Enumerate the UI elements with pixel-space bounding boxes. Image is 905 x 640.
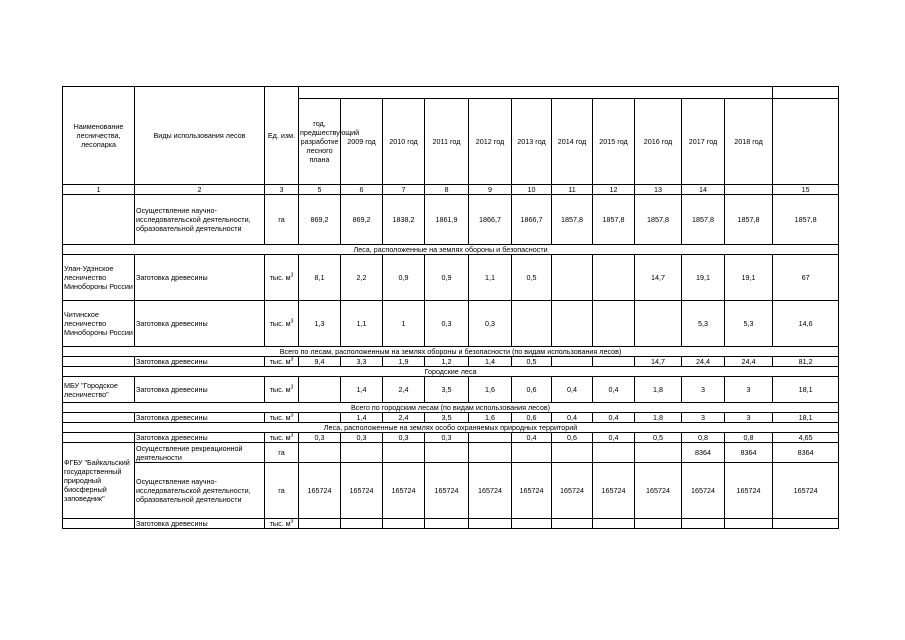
value-cell: 1,4 — [469, 357, 512, 367]
header-blank-cell — [773, 87, 839, 99]
value-cell — [341, 443, 383, 463]
value-cell: 0,6 — [512, 377, 552, 403]
value-cell: 1838,2 — [383, 195, 425, 245]
value-cell — [341, 519, 383, 529]
value-cell: 1,6 — [469, 413, 512, 423]
section-defense: Леса, расположенные на землях обороны и безопасности — [63, 245, 839, 255]
unit: тыс. $м^3$ — [265, 301, 299, 347]
value-cell — [635, 519, 682, 529]
col-number: 7 — [383, 185, 425, 195]
value-cell — [552, 519, 593, 529]
value-cell: 3,3 — [341, 357, 383, 367]
value-cell — [469, 443, 512, 463]
value-cell: 165724 — [512, 463, 552, 519]
value-cell: 0,4 — [552, 377, 593, 403]
value-cell: 4,65 — [773, 433, 839, 443]
value-cell: 0,4 — [552, 413, 593, 423]
value-cell: 165724 — [635, 463, 682, 519]
value-cell: 0,5 — [512, 255, 552, 301]
value-cell: 8364 — [773, 443, 839, 463]
value-cell: 19,1 — [725, 255, 773, 301]
header-year: 2009 год — [341, 99, 383, 185]
unit: тыс. $м^3$ — [265, 377, 299, 403]
value-cell: 165724 — [552, 463, 593, 519]
table-row — [63, 413, 839, 423]
unit: га — [265, 463, 299, 519]
value-cell: 1866,7 — [469, 195, 512, 245]
value-cell: 1,6 — [469, 377, 512, 403]
value-cell: 2,4 — [383, 377, 425, 403]
table-row — [63, 519, 839, 529]
value-cell: 14,7 — [635, 357, 682, 367]
forest-use-table — [62, 86, 838, 529]
value-cell — [512, 443, 552, 463]
value-cell — [512, 301, 552, 347]
table-row — [63, 255, 839, 301]
value-cell: 2,2 — [341, 255, 383, 301]
column-number-row — [63, 185, 839, 195]
value-cell: 1,1 — [341, 301, 383, 347]
value-cell: 165724 — [725, 463, 773, 519]
value-cell: 3 — [682, 377, 725, 403]
use-kind: Заготовка древесины — [135, 433, 265, 443]
section-city: Городские леса — [63, 367, 839, 377]
use-kind: Осуществление научно-исследовательской деятельности, образовательной деятельности — [135, 195, 265, 245]
value-cell: 1,2 — [425, 357, 469, 367]
use-kind: Осуществление научно-исследовательской деятельности, образовательной деятельности — [135, 463, 265, 519]
value-cell: 1857,8 — [773, 195, 839, 245]
value-cell: 1861,9 — [425, 195, 469, 245]
value-cell: 9,4 — [299, 357, 341, 367]
forestry-name — [63, 413, 135, 423]
value-cell — [469, 519, 512, 529]
value-cell: 1 — [383, 301, 425, 347]
header-year: 2011 год — [425, 99, 469, 185]
col-number: 10 — [512, 185, 552, 195]
value-cell: 18,1 — [773, 413, 839, 423]
value-cell: 3,5 — [425, 413, 469, 423]
value-cell: 1857,8 — [725, 195, 773, 245]
col-number — [725, 185, 773, 195]
value-cell: 0,9 — [425, 255, 469, 301]
value-cell: 14,7 — [635, 255, 682, 301]
col-number: 5 — [299, 185, 341, 195]
value-cell: 165724 — [341, 463, 383, 519]
table-row — [63, 377, 839, 403]
col-number: 13 — [635, 185, 682, 195]
value-cell: 0,4 — [512, 433, 552, 443]
value-cell: 1857,8 — [593, 195, 635, 245]
value-cell: 1,8 — [635, 377, 682, 403]
value-cell: 0,4 — [593, 377, 635, 403]
value-cell: 8,1 — [299, 255, 341, 301]
value-cell — [425, 519, 469, 529]
value-cell: 0,8 — [682, 433, 725, 443]
value-cell: 1866,7 — [512, 195, 552, 245]
value-cell: 0,3 — [425, 301, 469, 347]
use-kind: Заготовка древесины — [135, 413, 265, 423]
header-blank-span — [299, 87, 773, 99]
value-cell: 1,1 — [469, 255, 512, 301]
unit: тыс. $м^3$ — [265, 413, 299, 423]
use-kind: Заготовка древесины — [135, 377, 265, 403]
value-cell — [552, 357, 593, 367]
value-cell: 24,4 — [725, 357, 773, 367]
value-cell: 1,4 — [341, 377, 383, 403]
value-cell — [552, 255, 593, 301]
value-cell: 0,6 — [512, 413, 552, 423]
value-cell: 0,9 — [383, 255, 425, 301]
header-name: Наименование лесничества, лесопарка — [63, 87, 135, 185]
value-cell: 869,2 — [341, 195, 383, 245]
header-year: 2012 год — [469, 99, 512, 185]
value-cell: 2,4 — [383, 413, 425, 423]
col-number: 14 — [682, 185, 725, 195]
table-row — [63, 433, 839, 443]
value-cell: 8364 — [725, 443, 773, 463]
value-cell — [299, 377, 341, 403]
col-number: 6 — [341, 185, 383, 195]
value-cell: 18,1 — [773, 377, 839, 403]
use-kind: Осуществление рекреационной деятельности — [135, 443, 265, 463]
value-cell: 0,8 — [725, 433, 773, 443]
use-kind: Заготовка древесины — [135, 301, 265, 347]
header-top-row — [63, 87, 839, 99]
value-cell: 3 — [725, 377, 773, 403]
value-cell: 3,5 — [425, 377, 469, 403]
value-cell — [773, 519, 839, 529]
forestry-name — [63, 195, 135, 245]
col-number: 2 — [135, 185, 265, 195]
value-cell: 8364 — [682, 443, 725, 463]
section-heading-row — [63, 403, 839, 413]
col-number: 15 — [773, 185, 839, 195]
header-prev-year: год, предшествующий разработке лесного плана — [299, 99, 341, 185]
use-kind: Заготовка древесины — [135, 357, 265, 367]
col-number: 11 — [552, 185, 593, 195]
header-year: 2010 год — [383, 99, 425, 185]
value-cell: 3 — [725, 413, 773, 423]
value-cell — [469, 433, 512, 443]
value-cell — [299, 443, 341, 463]
value-cell — [593, 357, 635, 367]
value-cell — [593, 519, 635, 529]
col-number: 9 — [469, 185, 512, 195]
forestry-name — [63, 519, 135, 529]
value-cell — [593, 255, 635, 301]
value-cell — [552, 443, 593, 463]
value-cell — [593, 443, 635, 463]
value-cell — [682, 519, 725, 529]
col-number: 1 — [63, 185, 135, 195]
use-kind: Заготовка древесины — [135, 255, 265, 301]
header-year: 2014 год — [552, 99, 593, 185]
value-cell: 0,3 — [341, 433, 383, 443]
value-cell — [635, 301, 682, 347]
value-cell: 0,3 — [469, 301, 512, 347]
value-cell — [512, 519, 552, 529]
value-cell: 1,3 — [299, 301, 341, 347]
value-cell: 165724 — [299, 463, 341, 519]
value-cell — [725, 519, 773, 529]
value-cell — [552, 301, 593, 347]
section-heading-row — [63, 245, 839, 255]
value-cell: 0,5 — [512, 357, 552, 367]
value-cell — [593, 301, 635, 347]
section-heading-row — [63, 347, 839, 357]
value-cell: 67 — [773, 255, 839, 301]
value-cell — [299, 413, 341, 423]
section-defense-total: Всего по лесам, расположенным на землях обороны и безопасности (по видам использования лесов) — [63, 347, 839, 357]
value-cell — [425, 443, 469, 463]
unit: тыс. $м^3$ — [265, 519, 299, 529]
col-number: 12 — [593, 185, 635, 195]
header-year: 2015 год — [593, 99, 635, 185]
header-unit: Ед. изм. — [265, 87, 299, 185]
value-cell: 1857,8 — [682, 195, 725, 245]
value-cell: 5,3 — [682, 301, 725, 347]
value-cell: 0,4 — [593, 413, 635, 423]
value-cell: 165724 — [593, 463, 635, 519]
value-cell: 5,3 — [725, 301, 773, 347]
value-cell: 1,9 — [383, 357, 425, 367]
header-year: 2016 год — [635, 99, 682, 185]
header-year: 2018 год — [725, 99, 773, 185]
value-cell — [383, 443, 425, 463]
col-number: 3 — [265, 185, 299, 195]
value-cell: 165724 — [425, 463, 469, 519]
col-number: 8 — [425, 185, 469, 195]
value-cell — [635, 443, 682, 463]
value-cell: 1,4 — [341, 413, 383, 423]
unit: тыс. $м^3$ — [265, 255, 299, 301]
section-protected: Леса, расположенные на землях особо охраняемых природных территорий — [63, 423, 839, 433]
forestry-name — [63, 433, 135, 443]
use-kind: Заготовка древесины — [135, 519, 265, 529]
forestry-name: Улан-Удэнское лесничество Минобороны России — [63, 255, 135, 301]
table-row — [63, 195, 839, 245]
value-cell: 869,2 — [299, 195, 341, 245]
value-cell: 165724 — [682, 463, 725, 519]
header-kinds: Виды использования лесов — [135, 87, 265, 185]
value-cell: 24,4 — [682, 357, 725, 367]
value-cell: 1857,8 — [552, 195, 593, 245]
section-city-total: Всего по городским лесам (по видам использования лесов) — [63, 403, 839, 413]
forestry-name: Читинское лесничество Минобороны России — [63, 301, 135, 347]
value-cell: 165724 — [469, 463, 512, 519]
value-cell: 0,3 — [383, 433, 425, 443]
value-cell: 1,8 — [635, 413, 682, 423]
unit: га — [265, 443, 299, 463]
value-cell: 165724 — [383, 463, 425, 519]
table-row — [63, 301, 839, 347]
value-cell: 0,3 — [425, 433, 469, 443]
header-year: 2017 год — [682, 99, 725, 185]
value-cell — [383, 519, 425, 529]
header-year: 2013 год — [512, 99, 552, 185]
value-cell: 1857,8 — [635, 195, 682, 245]
forestry-name — [63, 357, 135, 367]
value-cell: 0,6 — [552, 433, 593, 443]
unit: га — [265, 195, 299, 245]
forestry-name: ФГБУ "Байкальский государственный природный биосферный заповедник" — [63, 443, 135, 519]
value-cell: 0,4 — [593, 433, 635, 443]
value-cell: 14,6 — [773, 301, 839, 347]
value-cell: 81,2 — [773, 357, 839, 367]
value-cell — [299, 519, 341, 529]
forestry-name: МБУ "Городское лесничество" — [63, 377, 135, 403]
value-cell: 0,3 — [299, 433, 341, 443]
value-cell: 3 — [682, 413, 725, 423]
unit: тыс. $м^3$ — [265, 433, 299, 443]
section-heading-row — [63, 423, 839, 433]
section-heading-row — [63, 367, 839, 377]
value-cell: 19,1 — [682, 255, 725, 301]
value-cell: 0,5 — [635, 433, 682, 443]
table-row — [63, 463, 839, 519]
table-row — [63, 443, 839, 463]
table-row — [63, 357, 839, 367]
unit: тыс. $м^3$ — [265, 357, 299, 367]
value-cell: 165724 — [773, 463, 839, 519]
